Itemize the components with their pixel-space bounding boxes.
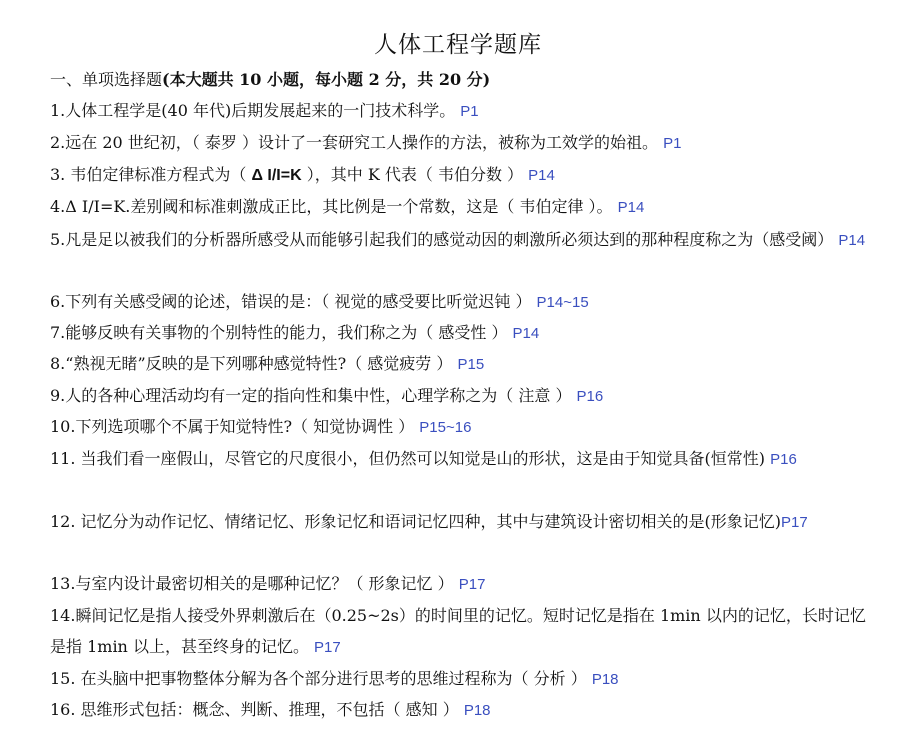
page-reference: P18: [591, 671, 619, 688]
question-text: 5.凡是足以被我们的分析器所感受从而能够引起我们的感觉动因的刺激所必须达到的那种程度称之为（感受阈）: [50, 230, 834, 249]
page-reference: P14~15: [536, 294, 589, 311]
question-text-post: ），其中 K 代表（ 韦伯分数 ）: [301, 165, 524, 184]
page-reference: P17: [458, 576, 486, 593]
question-text: 7.能够反映有关事物的个别特性的能力，我们称之为（ 感受性 ）: [50, 323, 508, 342]
page-reference: P16: [576, 388, 604, 405]
question-11: [50, 443, 870, 475]
formula: Δ I/I=K: [251, 167, 302, 184]
question-text: 8.“熟视无睹”反映的是下列哪种感觉特性?（ 感觉疲劳 ）: [50, 354, 453, 373]
page-reference: P1: [663, 135, 682, 152]
question-5: [50, 224, 870, 256]
section-note: (本大题共 10 小题，每小题 2 分，共 20 分): [162, 70, 491, 89]
question-10: [50, 416, 870, 439]
question-2: [50, 132, 870, 155]
question-text: 4.Δ I/I=K.差别阈和标准刺激成正比，其比例是一个常数，这是（ 韦伯定律 ）。: [50, 197, 613, 216]
page-reference: P14: [838, 232, 866, 249]
page-reference: P17: [314, 639, 341, 656]
question-text: 15. 在头脑中把事物整体分解为各个部分进行思考的思维过程称为（ 分析 ）: [50, 669, 587, 688]
question-text-pre: 3. 韦伯定律标准方程式为（: [50, 165, 252, 184]
page-reference: P17: [781, 514, 808, 531]
question-text: 12. 记忆分为动作记忆、情绪记忆、形象记忆和语词记忆四种，其中与建筑设计密切相关的是(形象记忆): [50, 512, 782, 531]
question-text: 13.与室内设计最密切相关的是哪种记忆？（ 形象记忆 ）: [50, 574, 454, 593]
page-reference: P14: [512, 325, 540, 342]
page-reference: P15: [457, 356, 485, 373]
page-reference: P1: [460, 103, 479, 120]
question-12: [50, 506, 870, 538]
page-reference: P14: [528, 167, 555, 184]
question-15: [50, 668, 870, 691]
section-heading: [50, 69, 490, 91]
question-13: [50, 573, 870, 596]
question-14: [50, 600, 870, 663]
page-reference: P18: [463, 702, 491, 719]
question-9: [50, 385, 870, 408]
question-4: [50, 196, 870, 219]
question-6: [50, 291, 870, 314]
question-text: 6.下列有关感受阈的论述，错误的是：（ 视觉的感受要比听觉迟钝 ）: [50, 292, 532, 311]
question-8: [50, 353, 870, 376]
question-text: 16. 思维形式包括：概念、判断、推理，不包括（ 感知 ）: [50, 700, 459, 719]
section-prefix: 一、单项选择题: [50, 70, 163, 89]
page-reference: P14: [617, 199, 645, 216]
question-text: 2.远在 20 世纪初，（ 泰罗 ）设计了一套研究工人操作的方法，被称为工效学的始祖。: [50, 133, 658, 152]
question-3: [50, 164, 870, 187]
question-text: 9.人的各种心理活动均有一定的指向性和集中性，心理学称之为（ 注意 ）: [50, 386, 572, 405]
document-title: 人体工程学题库: [374, 32, 542, 58]
page-reference: P15~16: [419, 419, 472, 436]
question-1: [50, 100, 870, 123]
page-reference: P16: [770, 451, 797, 468]
question-text: 14.瞬间记忆是指人接受外界刺激后在（0.25~2s）的时间里的记忆。短时记忆是指在 1min 以内的记忆，长时记忆是指 1min 以上，甚至终身的记忆。: [50, 606, 866, 656]
question-7: [50, 322, 870, 345]
question-16: [50, 699, 870, 722]
question-text: 10.下列选项哪个不属于知觉特性?（ 知觉协调性 ）: [50, 417, 415, 436]
question-text: 1.人体工程学是(40 年代)后期发展起来的一门技术科学。: [50, 101, 456, 120]
question-text: 11. 当我们看一座假山，尽管它的尺度很小，但仍然可以知觉是山的形状，这是由于知觉具备(恒常性): [50, 449, 766, 468]
